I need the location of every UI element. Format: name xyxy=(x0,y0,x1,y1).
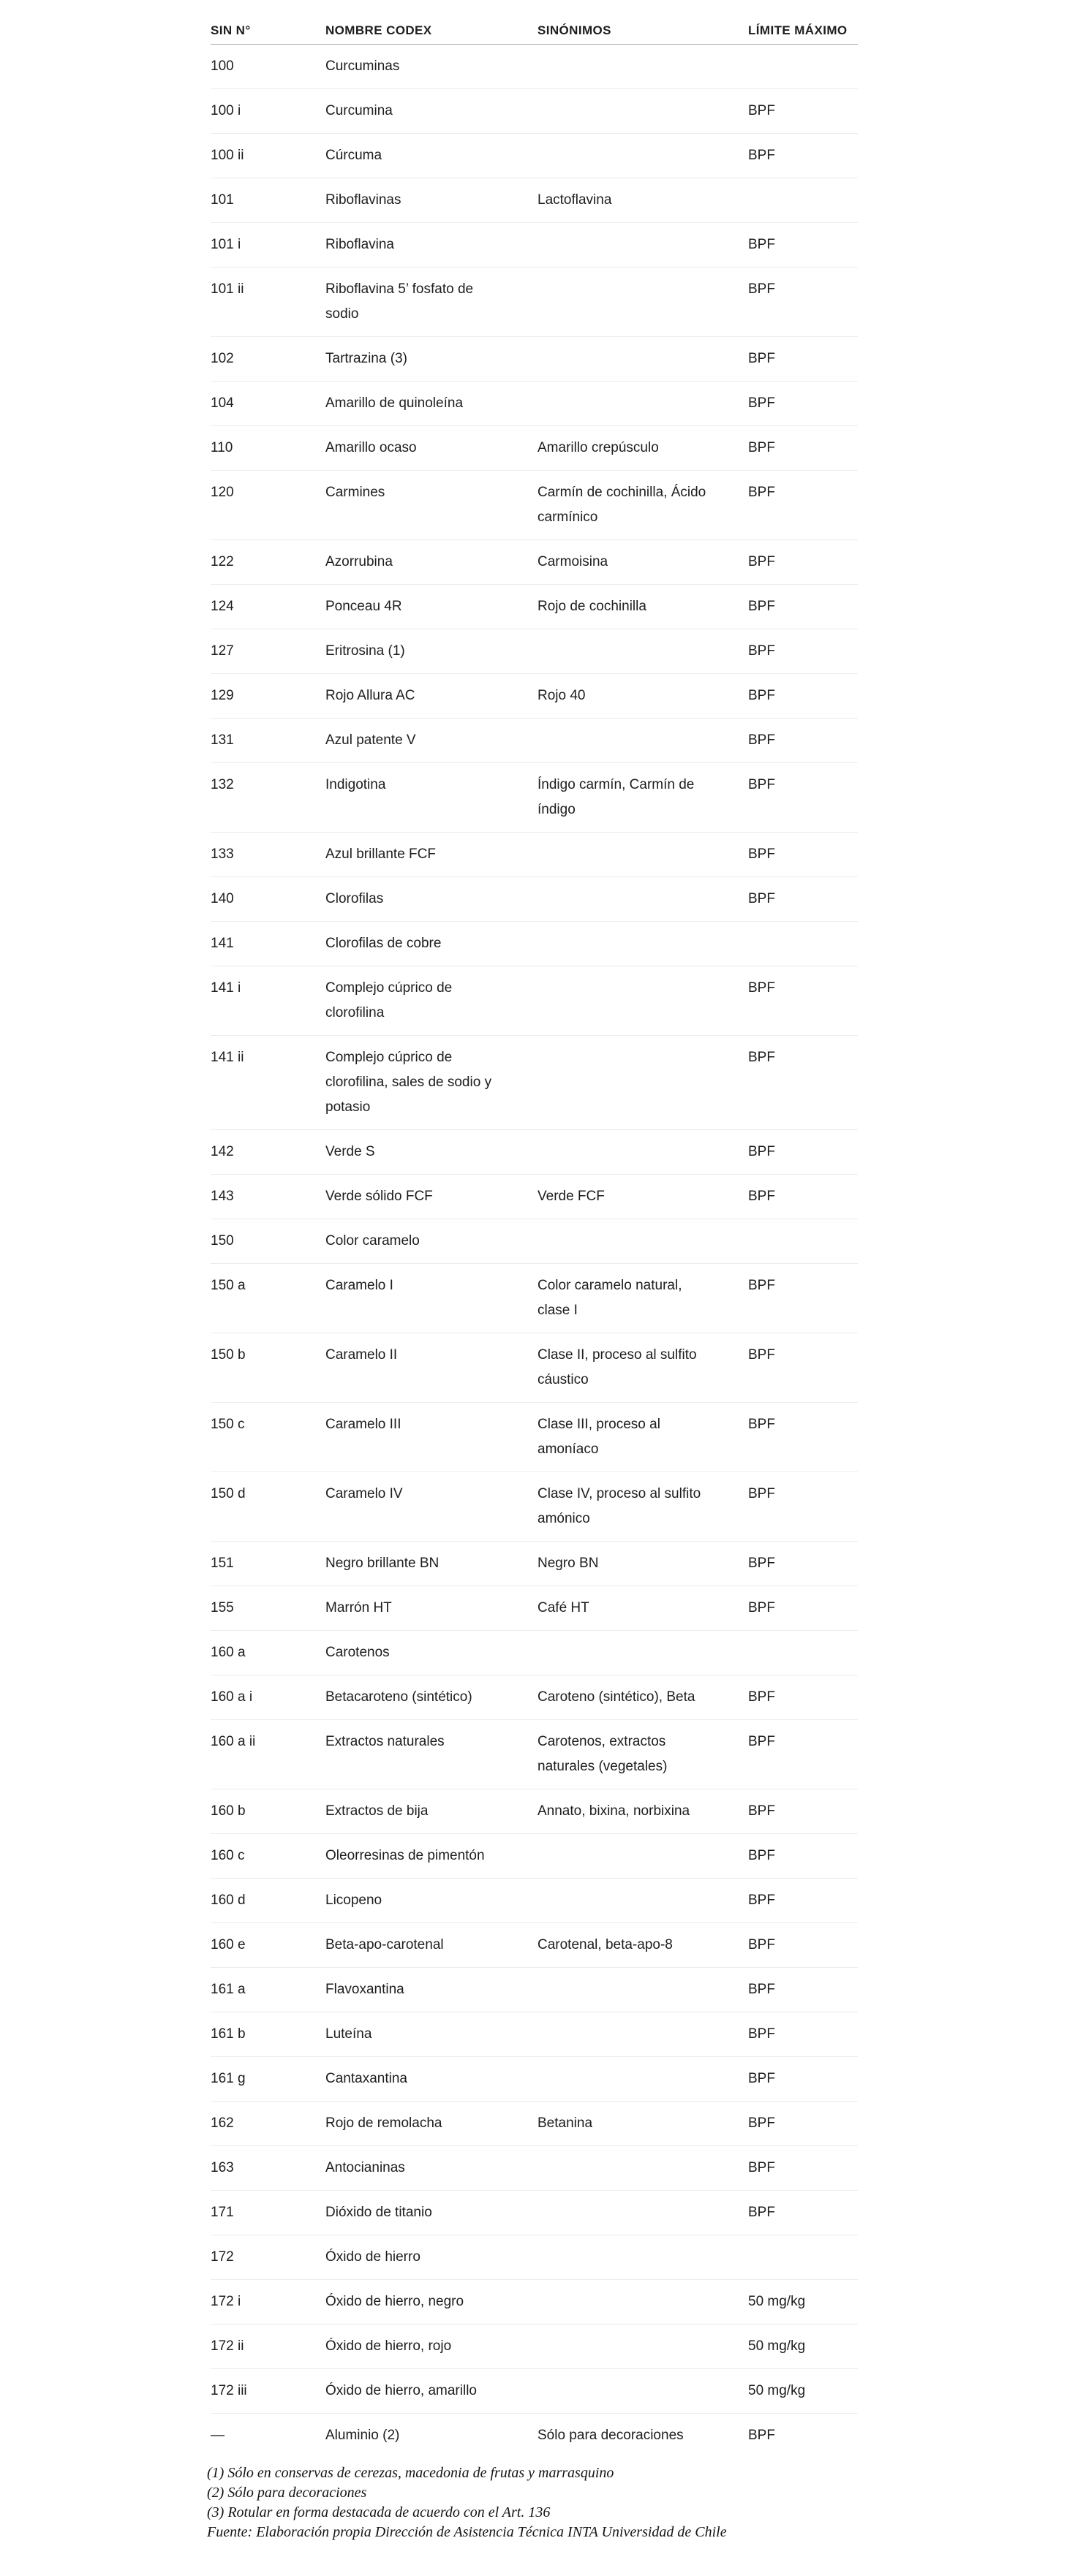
footnote: (3) Rotular en forma destacada de acuerdo con el Art. 136 xyxy=(207,2504,551,2520)
cell-codex-name: Beta-apo-carotenal xyxy=(325,1937,444,1952)
table-row xyxy=(211,585,858,629)
cell-sin-number: 150 b xyxy=(211,1347,246,1363)
table-row xyxy=(211,1036,858,1130)
table-row xyxy=(211,2012,858,2057)
cell-codex-name: Curcuminas xyxy=(325,58,400,74)
cell-codex-name: Clorofilas xyxy=(325,891,384,906)
cell-codex-name: Rojo de remolacha xyxy=(325,2115,442,2131)
cell-codex-name: Azul patente V xyxy=(325,732,416,748)
cell-max-limit: BPF xyxy=(748,554,775,569)
cell-sin-number: 100 i xyxy=(211,103,241,118)
table-row xyxy=(211,2191,858,2235)
cell-codex-name: Caramelo II xyxy=(325,1347,398,1363)
cell-sin-number: 172 iii xyxy=(211,2383,247,2398)
cell-synonyms: Clase II, proceso al sulfito cáustico xyxy=(538,1347,697,1387)
table-row xyxy=(211,134,858,178)
table-row xyxy=(211,1631,858,1675)
cell-codex-name: Eritrosina (1) xyxy=(325,643,405,659)
cell-sin-number: 160 a i xyxy=(211,1689,253,1705)
cell-sin-number: 160 b xyxy=(211,1803,246,1819)
cell-codex-name: Luteína xyxy=(325,2026,372,2042)
cell-synonyms: Annato, bixina, norbixina xyxy=(538,1803,690,1819)
cell-max-limit: BPF xyxy=(748,1600,775,1615)
cell-max-limit: BPF xyxy=(748,1734,775,1749)
cell-sin-number: 100 ii xyxy=(211,148,244,163)
table-row xyxy=(211,1720,858,1789)
table-row xyxy=(211,540,858,585)
cell-max-limit: BPF xyxy=(748,237,775,252)
cell-codex-name: Rojo Allura AC xyxy=(325,688,415,703)
cell-codex-name: Óxido de hierro, negro xyxy=(325,2294,464,2309)
table-row xyxy=(211,1130,858,1175)
cell-sin-number: 127 xyxy=(211,643,234,659)
cell-sin-number: 110 xyxy=(211,440,233,455)
cell-codex-name: Verde S xyxy=(325,1144,375,1159)
cell-max-limit: BPF xyxy=(748,2428,775,2443)
table-row xyxy=(211,2325,858,2369)
table-row xyxy=(211,471,858,540)
cell-max-limit: BPF xyxy=(748,846,775,862)
cell-codex-name: Azorrubina xyxy=(325,554,393,569)
cell-sin-number: 160 a ii xyxy=(211,1734,256,1749)
cell-sin-number: 171 xyxy=(211,2205,234,2220)
cell-synonyms: Carmín de cochinilla, Ácido carmínico xyxy=(538,485,706,525)
cell-codex-name: Complejo cúprico de clorofilina xyxy=(325,980,453,1020)
cell-sin-number: 161 g xyxy=(211,2071,246,2086)
cell-max-limit: BPF xyxy=(748,980,775,996)
cell-codex-name: Verde sólido FCF xyxy=(325,1189,433,1204)
cell-codex-name: Azul brillante FCF xyxy=(325,846,436,862)
cell-codex-name: Extractos naturales xyxy=(325,1734,445,1749)
cell-synonyms: Clase III, proceso al amoníaco xyxy=(538,1417,660,1457)
table-row xyxy=(211,1879,858,1923)
cell-codex-name: Antocianinas xyxy=(325,2160,405,2175)
cell-codex-name: Riboflavinas xyxy=(325,192,401,208)
cell-synonyms: Color caramelo natural, clase I xyxy=(538,1278,682,1318)
cell-sin-number: 104 xyxy=(211,395,234,411)
cell-sin-number: 142 xyxy=(211,1144,234,1159)
table-row xyxy=(211,966,858,1036)
cell-synonyms: Betanina xyxy=(538,2115,593,2131)
table-row xyxy=(211,1968,858,2012)
cell-synonyms: Clase IV, proceso al sulfito amónico xyxy=(538,1486,701,1526)
cell-sin-number: 124 xyxy=(211,599,234,614)
cell-max-limit: BPF xyxy=(748,1189,775,1204)
cell-sin-number: 141 xyxy=(211,936,234,951)
cell-sin-number: 141 i xyxy=(211,980,241,996)
cell-codex-name: Oleorresinas de pimentón xyxy=(325,1848,485,1863)
cell-codex-name: Riboflavina 5’ fosfato de sodio xyxy=(325,281,474,322)
table-row xyxy=(211,922,858,966)
cell-sin-number: 160 e xyxy=(211,1937,246,1952)
cell-codex-name: Riboflavina xyxy=(325,237,394,252)
cell-max-limit: BPF xyxy=(748,1803,775,1819)
table-row xyxy=(211,1175,858,1219)
cell-codex-name: Cúrcuma xyxy=(325,148,382,163)
cell-max-limit: BPF xyxy=(748,1689,775,1705)
cell-codex-name: Carotenos xyxy=(325,1645,390,1660)
table-row xyxy=(211,719,858,763)
cell-codex-name: Extractos de bija xyxy=(325,1803,429,1819)
table-row xyxy=(211,1472,858,1542)
cell-max-limit: BPF xyxy=(748,891,775,906)
table-row xyxy=(211,674,858,719)
cell-sin-number: 160 c xyxy=(211,1848,245,1863)
table-row xyxy=(211,1834,858,1879)
cell-sin-number: 143 xyxy=(211,1189,234,1204)
cell-max-limit: BPF xyxy=(748,732,775,748)
cell-synonyms: Caroteno (sintético), Beta xyxy=(538,1689,695,1705)
cell-synonyms: Carmoisina xyxy=(538,554,608,569)
cell-codex-name: Color caramelo xyxy=(325,1233,420,1249)
cell-codex-name: Dióxido de titanio xyxy=(325,2205,432,2220)
cell-sin-number: 122 xyxy=(211,554,234,569)
cell-sin-number: 172 ii xyxy=(211,2338,244,2354)
table-row xyxy=(211,1923,858,1968)
cell-max-limit: BPF xyxy=(748,1278,775,1293)
cell-sin-number: 160 a xyxy=(211,1645,246,1660)
cell-max-limit: BPF xyxy=(748,1144,775,1159)
cell-sin-number: 129 xyxy=(211,688,234,703)
table-row xyxy=(211,1219,858,1264)
cell-codex-name: Negro brillante BN xyxy=(325,1556,440,1571)
table-row xyxy=(211,223,858,268)
additives-table xyxy=(211,18,858,2458)
cell-synonyms: Carotenos, extractos naturales (vegetales) xyxy=(538,1734,668,1774)
table-row xyxy=(211,45,858,89)
column-header-limite: LÍMITE MÁXIMO xyxy=(748,23,848,37)
table-row xyxy=(211,2146,858,2191)
cell-sin-number: — xyxy=(211,2428,225,2443)
cell-codex-name: Complejo cúprico de clorofilina, sales de sodio y potasio xyxy=(325,1050,492,1115)
cell-sin-number: 101 xyxy=(211,192,234,208)
cell-sin-number: 133 xyxy=(211,846,234,862)
table-row xyxy=(211,382,858,426)
table-row xyxy=(211,1789,858,1834)
footnote: (1) Sólo en conservas de cerezas, macedonia de frutas y marrasquino xyxy=(207,2465,614,2481)
table-row xyxy=(211,1264,858,1333)
cell-sin-number: 100 xyxy=(211,58,234,74)
cell-synonyms: Índigo carmín, Carmín de índigo xyxy=(538,777,695,817)
table-header-row xyxy=(211,18,858,45)
cell-codex-name: Tartrazina (3) xyxy=(325,351,407,366)
table-row xyxy=(211,1333,858,1403)
cell-max-limit: BPF xyxy=(748,2071,775,2086)
cell-synonyms: Negro BN xyxy=(538,1556,599,1571)
cell-sin-number: 150 d xyxy=(211,1486,246,1501)
table-row xyxy=(211,763,858,833)
cell-codex-name: Óxido de hierro xyxy=(325,2249,420,2265)
cell-sin-number: 163 xyxy=(211,2160,234,2175)
cell-max-limit: BPF xyxy=(748,1486,775,1501)
cell-sin-number: 150 xyxy=(211,1233,234,1249)
cell-sin-number: 141 ii xyxy=(211,1050,244,1065)
cell-max-limit: BPF xyxy=(748,688,775,703)
table-row xyxy=(211,2280,858,2325)
cell-synonyms: Café HT xyxy=(538,1600,589,1615)
cell-codex-name: Aluminio (2) xyxy=(325,2428,400,2443)
cell-sin-number: 132 xyxy=(211,777,234,792)
cell-sin-number: 155 xyxy=(211,1600,234,1615)
cell-sin-number: 162 xyxy=(211,2115,234,2131)
table-row xyxy=(211,2057,858,2102)
cell-max-limit: BPF xyxy=(748,777,775,792)
column-header-sin: SIN N° xyxy=(211,23,251,37)
table-row xyxy=(211,1542,858,1586)
cell-codex-name: Caramelo IV xyxy=(325,1486,403,1501)
table-row xyxy=(211,1675,858,1720)
cell-codex-name: Flavoxantina xyxy=(325,1982,404,1997)
footnote: Fuente: Elaboración propia Dirección de Asistencia Técnica INTA Universidad de Chile xyxy=(207,2524,727,2540)
cell-sin-number: 172 xyxy=(211,2249,234,2265)
cell-max-limit: BPF xyxy=(748,1982,775,1997)
cell-codex-name: Indigotina xyxy=(325,777,386,792)
cell-sin-number: 102 xyxy=(211,351,234,366)
cell-max-limit: BPF xyxy=(748,1848,775,1863)
cell-max-limit: BPF xyxy=(748,395,775,411)
table-row xyxy=(211,89,858,134)
cell-synonyms: Verde FCF xyxy=(538,1189,605,1204)
cell-codex-name: Caramelo I xyxy=(325,1278,393,1293)
footnote: (2) Sólo para decoraciones xyxy=(207,2485,367,2501)
table-row xyxy=(211,178,858,223)
cell-synonyms: Sólo para decoraciones xyxy=(538,2428,684,2443)
cell-sin-number: 150 c xyxy=(211,1417,245,1432)
cell-sin-number: 120 xyxy=(211,485,234,500)
table-row xyxy=(211,2102,858,2146)
cell-sin-number: 101 i xyxy=(211,237,241,252)
cell-max-limit: 50 mg/kg xyxy=(748,2294,806,2309)
cell-max-limit: 50 mg/kg xyxy=(748,2338,806,2354)
cell-max-limit: BPF xyxy=(748,1347,775,1363)
additives-table-body xyxy=(211,45,858,2458)
cell-codex-name: Cantaxantina xyxy=(325,2071,407,2086)
table-row xyxy=(211,833,858,877)
table-row xyxy=(211,877,858,922)
cell-codex-name: Caramelo III xyxy=(325,1417,401,1432)
cell-max-limit: BPF xyxy=(748,2115,775,2131)
cell-sin-number: 101 ii xyxy=(211,281,244,297)
cell-max-limit: BPF xyxy=(748,1417,775,1432)
cell-max-limit: BPF xyxy=(748,1050,775,1065)
table-row xyxy=(211,629,858,674)
table-row xyxy=(211,2235,858,2280)
cell-max-limit: BPF xyxy=(748,599,775,614)
cell-max-limit: BPF xyxy=(748,281,775,297)
cell-max-limit: BPF xyxy=(748,1937,775,1952)
table-row xyxy=(211,1403,858,1472)
cell-max-limit: BPF xyxy=(748,2026,775,2042)
cell-codex-name: Curcumina xyxy=(325,103,393,118)
cell-synonyms: Rojo 40 xyxy=(538,688,586,703)
cell-sin-number: 151 xyxy=(211,1556,234,1571)
cell-codex-name: Licopeno xyxy=(325,1893,382,1908)
cell-codex-name: Marrón HT xyxy=(325,1600,392,1615)
table-row xyxy=(211,2414,858,2458)
cell-synonyms: Lactoflavina xyxy=(538,192,612,208)
cell-max-limit: BPF xyxy=(748,643,775,659)
cell-sin-number: 160 d xyxy=(211,1893,246,1908)
table-row xyxy=(211,2369,858,2414)
cell-max-limit: 50 mg/kg xyxy=(748,2383,806,2398)
table-row xyxy=(211,337,858,382)
cell-max-limit: BPF xyxy=(748,103,775,118)
cell-max-limit: BPF xyxy=(748,1893,775,1908)
cell-codex-name: Óxido de hierro, amarillo xyxy=(325,2383,477,2398)
cell-sin-number: 161 b xyxy=(211,2026,246,2042)
cell-codex-name: Clorofilas de cobre xyxy=(325,936,442,951)
footnotes xyxy=(207,2463,1075,2542)
cell-sin-number: 161 a xyxy=(211,1982,246,1997)
cell-codex-name: Ponceau 4R xyxy=(325,599,402,614)
cell-sin-number: 131 xyxy=(211,732,234,748)
cell-max-limit: BPF xyxy=(748,440,775,455)
cell-codex-name: Amarillo de quinoleína xyxy=(325,395,464,411)
cell-codex-name: Amarillo ocaso xyxy=(325,440,417,455)
cell-sin-number: 150 a xyxy=(211,1278,246,1293)
cell-synonyms: Carotenal, beta-apo-8 xyxy=(538,1937,673,1952)
cell-max-limit: BPF xyxy=(748,351,775,366)
cell-max-limit: BPF xyxy=(748,1556,775,1571)
cell-synonyms: Amarillo crepúsculo xyxy=(538,440,659,455)
cell-sin-number: 140 xyxy=(211,891,234,906)
cell-sin-number: 172 i xyxy=(211,2294,241,2309)
column-header-nombre: NOMBRE CODEX xyxy=(325,23,432,37)
table-row xyxy=(211,268,858,337)
cell-max-limit: BPF xyxy=(748,2205,775,2220)
cell-codex-name: Betacaroteno (sintético) xyxy=(325,1689,472,1705)
cell-codex-name: Carmines xyxy=(325,485,385,500)
column-header-sinonimos: SINÓNIMOS xyxy=(538,23,611,37)
table-row xyxy=(211,426,858,471)
cell-synonyms: Rojo de cochinilla xyxy=(538,599,646,614)
cell-codex-name: Óxido de hierro, rojo xyxy=(325,2338,452,2354)
table-row xyxy=(211,1586,858,1631)
cell-max-limit: BPF xyxy=(748,2160,775,2175)
cell-max-limit: BPF xyxy=(748,148,775,163)
cell-max-limit: BPF xyxy=(748,485,775,500)
